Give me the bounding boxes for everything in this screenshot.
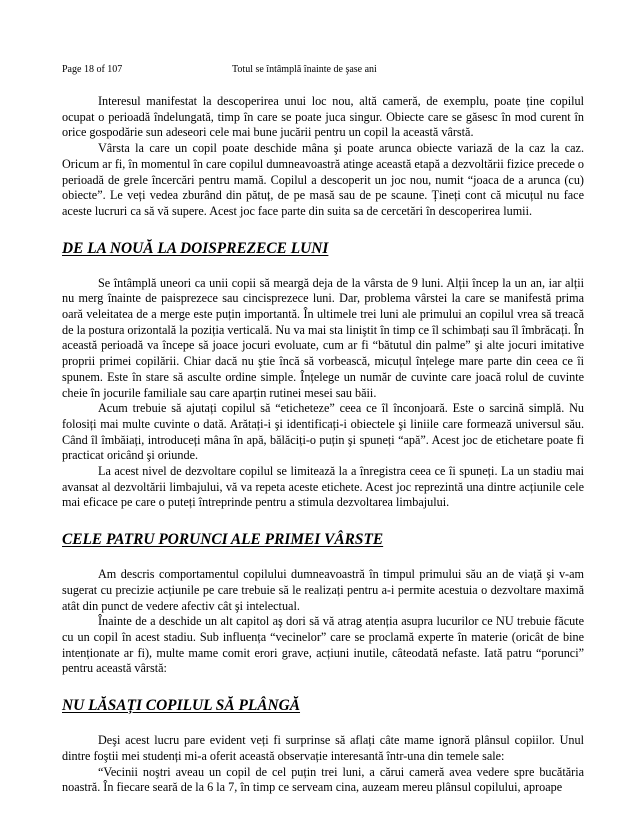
- paragraph: Înainte de a deschide un alt capitol aş dori să vă atrag atenția asupra lucurilor ce NU trebuie făcute cu un copil în acest stadiu. Sub influența “vecinelor” care se proclamă experte în materie (oricât de bine intenționate ar fi), multe mame comit erori grave, acțiuni inutile, câteodată nefaste. Iată patru “porunci” pentru această vârstă:: [62, 614, 584, 676]
- running-title: Totul se întâmplă înainte de şase ani: [232, 64, 377, 75]
- paragraph: Se întâmplă uneori ca unii copii să meargă deja de la vârsta de 9 luni. Alții încep la un an, iar alții nu merg înainte de paisprezece sau cincisprezece luni. Dar, problema vârstei la care se manifestă prima oară veleitatea de a merge este puțin importantă. În ultimele trei luni ale primului an copilul vrea să treacă de la postura orizontală la poziția verticală. Nu va mai sta liniştit în timp ce îl schimbați sau îl îmbrăcați. În această perioadă va începe să joace jocuri evoluate, cum ar fi “bătutul din palme” şi alte jocuri imitative proprii primei copilării. Chiar dacă nu ştie încă să vorbească, micuțul înțelege mare parte din ceea ce îi spunem. Este în stare să asculte ordine simple. Înțelege un număr de cuvinte care joacă rolul de cuvinte cheie în jocurile familiale sau care aparțin rutinei mesei sau băii.: [62, 275, 584, 400]
- paragraph: Vârsta la care un copil poate deschide mâna şi poate arunca obiecte variază de la caz la caz. Oricum ar fi, în momentul în care copilul dumneavoastră atinge această etapă a dezvoltării fizice precede o perioadă de grele încercări pentru mamă. Copilul a descoperit un joc nou, numit “joaca de a arunca (cu) obiecte”. Le veți vedea zburând din pătuț, de pe masă sau de pe scaune. Țineți cont că micuțul nu face aceste lucruri ca să vă supere. Acest joc face parte din suita sa de cercetări în descoperirea lumii.: [62, 141, 584, 218]
- paragraph: La acest nivel de dezvoltare copilul se limitează la a înregistra ceea ce îi spuneți. La un stadiu mai avansat al dezvoltării limbajului, vă va repeta aceste etichete. Acest joc reprezintă una dintre acțiunile cele mai eficace pe care o puteți întreprinde pentru a stimula dezvoltarea limbajului.: [62, 464, 584, 510]
- page-number: Page 18 of 107: [62, 64, 123, 75]
- paragraph: Am descris comportamentul copilului dumneavoastră în timpul primului său an de viață şi v-am sugerat cu precizie acțiunile pe care trebuie să le realizați pentru a-i permite acestuia o dezvoltare maximă atât din punct de vedere afectiv cât şi intelectual.: [62, 567, 584, 613]
- paragraph: Acum trebuie să ajutați copilul să “eticheteze” ceea ce îl înconjoară. Este o sarcină simplă. Nu folosiți mai multe cuvinte o dată. Arătați-i şi identificați-i obiectele şi liniile care formează universul său. Când îl îmbăiați, introduceți mâna în apă, bălăciți-o puțin şi spuneți “apă”. Acest joc de etichetare poate fi practicat oricând şi oriunde.: [62, 401, 584, 463]
- section-heading: NU LĂSAȚI COPILUL SĂ PLÂNGĂ: [62, 697, 301, 715]
- paragraph: Interesul manifestat la descoperirea unui loc nou, altă cameră, de exemplu, poate ține copilul ocupat o perioadă îndelungată, timp în care se poate juca singur. Obiecte care se găsesc în mod curent în orice gospodărie sun adeseori cele mai bune jucării pentru un copil la această vârstă.: [62, 94, 584, 140]
- paragraph: “Vecinii noştri aveau un copil de cel puțin trei luni, a cărui cameră avea vedere spre bucătăria noastră. În fiecare seară de la 6 la 7, în timp ce serveam cina, auzeam mereu plânsul copilului, aproape: [62, 764, 584, 795]
- page-body: [62, 94, 584, 796]
- paragraph: Deşi acest lucru pare evident veți fi surprinse să aflați câte mame ignoră plânsul copiilor. Unul dintre foştii mei studenți mi-a oferit această observație interesantă într-una din temele sale:: [62, 733, 584, 763]
- section-heading: CELE PATRU PORUNCI ALE PRIMEI VÂRSTE: [62, 531, 384, 549]
- section-heading: DE LA NOUĂ LA DOISPREZECE LUNI: [62, 239, 329, 257]
